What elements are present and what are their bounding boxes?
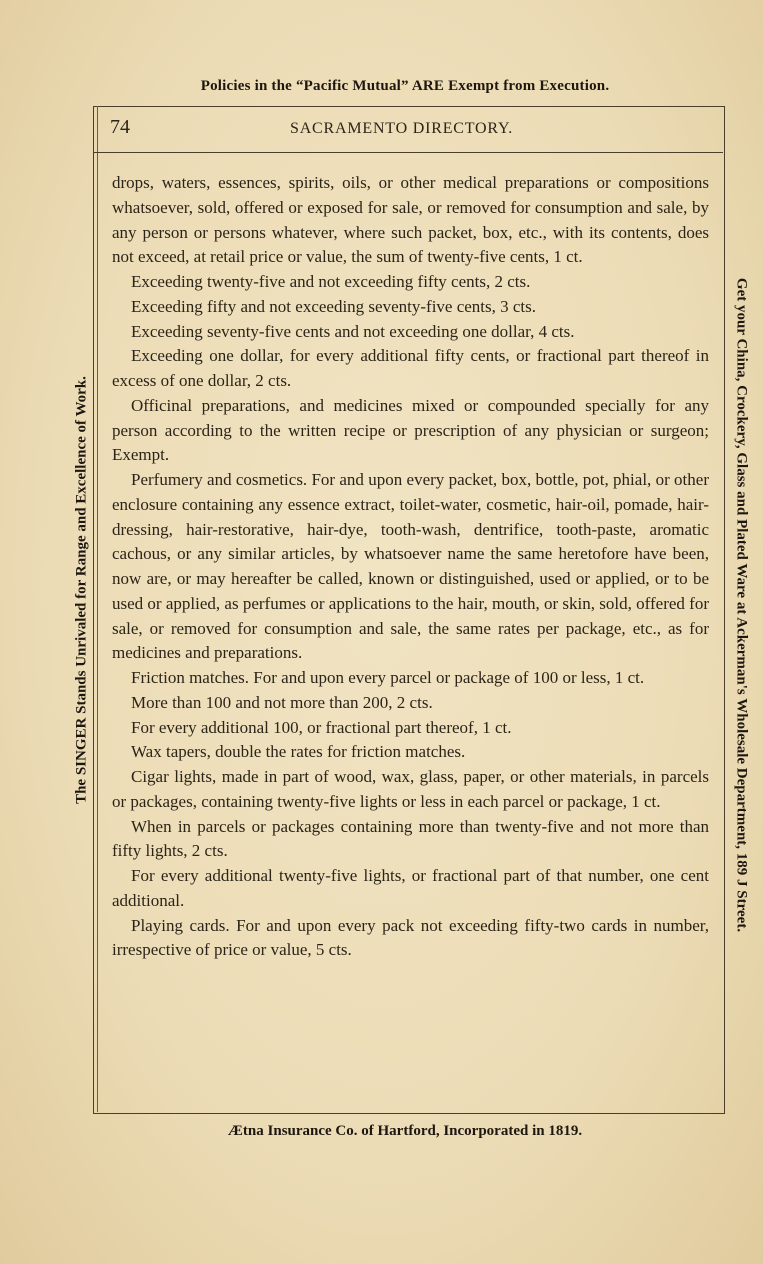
paragraph: When in parcels or packages containing more than twenty-five and not more than fifty lights, 2 cts. — [112, 816, 709, 861]
paragraph: Exceeding seventy-five cents and not exceeding one dollar, 4 cts. — [131, 321, 575, 341]
paragraph: Officinal preparations, and medicines mixed or compounded specially for any person according to the written recipe or prescription of any physician or surgeon; Exempt. — [112, 395, 709, 465]
paragraph: Wax tapers, double the rates for friction matches. — [131, 742, 466, 762]
page-number: 74 — [110, 116, 130, 138]
paragraph: Cigar lights, made in part of wood, wax, glass, paper, or other materials, in parcels or packages, containing twenty-five lights or less in each parcel or package, 1 ct. — [112, 767, 709, 811]
paragraph: Perfumery and cosmetics. For and upon every packet, box, bottle, pot, phial, or other enclosure containing any essence extract, toilet-water, cosmetic, hair-oil, pomade, hair-dressing, hair-restorative, hair-dye, tooth-wash, dentrifice, tooth-paste, aromatic cachous, or any similar articles, by whatsoever name the same heretofore have been, now are, or may hereafter be called, known or distinguished, used or applied, or to be used or applied, as perfumes or applications to the hair, mouth, or skin, sold, offered for sale, or removed for consumption and sale, the same rates per package, etc., as for medicines and preparations. — [112, 470, 709, 663]
paragraph: drops, waters, essences, spirits, oils, or other medical preparations or compositions whatsoever, sold, offered or exposed for sale, or removed for consumption and sale, by any person or persons whatever, where such packet, box, etc., with its contents, does not exceed, at retail price or value, the sum of twenty-five cents, 1 ct. — [112, 173, 709, 267]
paragraph: More than 100 and not more than 200, 2 cts. — [131, 692, 433, 712]
paragraph: Exceeding twenty-five and not exceeding fifty cents, 2 cts. — [131, 272, 531, 291]
paragraph: Friction matches. For and upon every parcel or package of 100 or less, 1 ct. — [131, 668, 645, 687]
bottom-advertisement: Ætna Insurance Co. of Hartford, Incorporated in 1819. — [227, 1123, 583, 1139]
paragraph: Exceeding one dollar, for every additional fifty cents, or fractional part thereof in excess of one dollar, 2 cts. — [112, 346, 709, 390]
paragraph: Exceeding fifty and not exceeding seventy-five cents, 3 cts. — [131, 296, 537, 316]
left-advertisement-text: The SINGER Stands Unrivaled for Range and Excellence of Work. — [73, 376, 90, 804]
right-advertisement-text: Get your China, Crockery, Glass and Plated Ware at Ackerman's Wholesale Department, 189 J Street. — [733, 277, 750, 933]
running-title: SACRAMENTO DIRECTORY. — [290, 120, 514, 137]
paragraph: For every additional 100, or fractional part thereof, 1 ct. — [131, 717, 512, 737]
frame-inner-rule — [97, 106, 98, 1112]
body-text — [112, 171, 709, 963]
header-rule — [93, 152, 723, 153]
paragraph: Playing cards. For and upon every pack not exceeding fifty-two cards in number, irrespective of price or value, 5 cts. — [112, 915, 709, 960]
paragraph: For every additional twenty-five lights, or fractional part of that number, one cent additional. — [112, 866, 709, 910]
top-advertisement: Policies in the “Pacific Mutual” ARE Exempt from Execution. — [200, 78, 610, 94]
